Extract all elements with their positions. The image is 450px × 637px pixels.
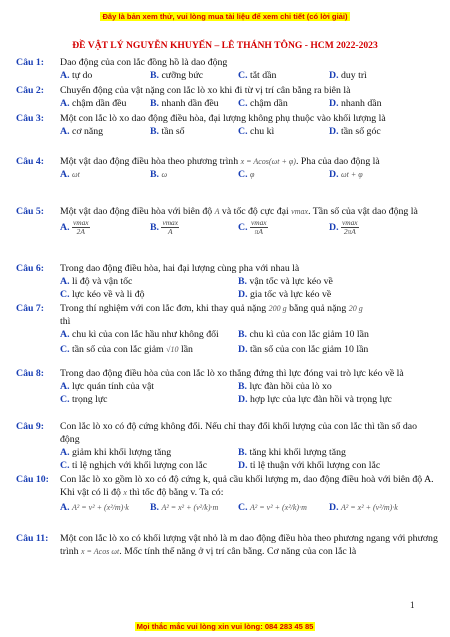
q6-option-b: vận tốc và lực kéo về: [249, 276, 333, 287]
question-9: Câu 9: Con lắc lò xo có độ cứng không đổi. Nếu chỉ thay đổi khối lượng của con lắc thì tần số dao động A. giảm khi khối lượng tăng B. tăng khi khối lượng tăng C. tỉ lệ nghịch với khối lượng con lắc D. tỉ lệ thuận với khối lượng con lắc: [16, 421, 417, 471]
q8-option-c: trọng lực: [71, 394, 108, 405]
q1-option-d: duy trì: [340, 70, 367, 81]
q9-option-a: giảm khi khối lượng tăng: [71, 447, 172, 458]
q3-option-c: chu kì: [249, 126, 275, 137]
q5-option-a: $\frac{vmax}{2A}$: [72, 218, 89, 236]
q1-option-c: tắt dần: [249, 70, 277, 81]
q6-option-a: li độ và vận tốc: [71, 276, 133, 287]
q7-option-c: C. tần số của con lắc giảm √10 lần: [60, 344, 193, 355]
q10-option-c: A² = v² + (x²/k)·m: [249, 503, 307, 512]
q5-option-b: $\frac{vmax}{A}$: [162, 218, 179, 236]
q2-option-b: nhanh dần đều: [161, 98, 219, 109]
q9-option-c: tỉ lệ nghịch với khối lượng con lắc: [71, 460, 208, 471]
q6-option-c: lực kéo về và li độ: [71, 289, 145, 300]
q10-option-a: A² = v² + (x²/m)·k: [71, 503, 129, 512]
q8-option-b: lực đàn hồi của lò xo: [249, 381, 332, 392]
question-5: Câu 5: Một vật dao động điều hòa với biên độ A và tốc độ cực đại vmax. Tần số của vật dao động là A. $\frac{vmax}{2A}$ B. $\frac{vmax}{A}$ C. $\frac{vmax}{\pi A}$ D. $\frac{vmax}{2\pi A}$: [16, 206, 418, 236]
contact-footer: Mọi thắc mắc vui lòng xin vui lòng: 084 283 45 85: [136, 622, 314, 631]
q8-option-a: lực quán tính của vật: [71, 381, 155, 392]
q7-option-b: chu kì của con lắc giảm 10 lần: [249, 329, 369, 340]
q4-option-c: φ: [249, 170, 255, 179]
q5-option-d: $\frac{vmax}{2\pi A}$: [341, 218, 358, 236]
question-3: Câu 3: Một con lắc lò xo dao động điều hòa, đại lượng không phụ thuộc vào khối lượng là A. cơ năng B. tần số C. chu kì D. tần số góc: [16, 113, 386, 137]
q7-option-d: tần số của con lắc giảm 10 lần: [249, 344, 369, 355]
q3-option-a: cơ năng: [71, 126, 104, 137]
q10-option-b: A² = x² + (v²/k)·m: [161, 503, 219, 512]
q2-option-d: nhanh dần: [340, 98, 382, 109]
page-number: 1: [410, 600, 415, 610]
question-10: Câu 10: Con lắc lò xo gồm lò xo có độ cứng k, quả cầu khối lượng m, dao động điều hoà với biên độ A. Khi vật có li độ x thì tốc độ bằng v. Ta có: A. A² = v² + (x²/m)·k B. A² = x² + (v²/k)·m C. A² = v² + (x²/k)·m D. A² = x² + (v²/m)·k: [16, 474, 434, 513]
preview-banner: Đây là bản xem thử, vui lòng mua tài liệu để xem chi tiết (có lời giải): [102, 12, 348, 21]
q10-option-d: A² = x² + (v²/m)·k: [340, 503, 398, 512]
q5-option-c: $\frac{vmax}{\pi A}$: [250, 218, 267, 236]
q9-option-b: tăng khi khối lượng tăng: [249, 447, 346, 458]
q4-option-a: ωt: [71, 170, 80, 179]
q7-option-a: chu kì của con lắc hầu như không đổi: [71, 329, 219, 340]
q4-option-d: ωt + φ: [340, 170, 363, 179]
q2-option-c: chậm dần: [249, 98, 288, 109]
q3-option-b: tần số: [161, 126, 185, 137]
q4-option-b: ω: [161, 170, 168, 179]
q4-formula: x = Acos(ωt + φ): [240, 157, 296, 166]
question-6: Câu 6: Trong dao động điều hòa, hai đại lượng cùng pha với nhau là A. li độ và vận tốc B. vận tốc và lực kéo về C. lực kéo về và li độ D. gia tốc và lực kéo về: [16, 263, 333, 300]
question-8: Câu 8: Trong dao động điều hòa của con lắc lò xo thẳng đứng thì lực đóng vai trò lực kéo về là A. lực quán tính của vật B. lực đàn hồi của lò xo C. trọng lực D. hợp lực của lực đàn hồi và trọng lực: [16, 368, 404, 405]
q6-option-d: gia tốc và lực kéo về: [249, 289, 332, 300]
question-11: Câu 11: Một con lắc lò xo có khối lượng vật nhỏ là m dao động điều hòa theo phương ngang với phương trình x = Acos ωt. Mốc tính thế năng ở vị trí cân bằng. Cơ năng của con lắc là: [16, 533, 438, 557]
exam-title: ĐỀ VẬT LÝ NGUYỄN KHUYẾN – LÊ THÁNH TÔNG - HCM 2022-2023: [72, 40, 378, 51]
q8-option-d: hợp lực của lực đàn hồi và trọng lực: [249, 394, 392, 405]
question-2: Câu 2: Chuyển động của vật nặng con lắc lò xo khi đi từ vị trí cân bằng ra biên là A. chậm dần đều B. nhanh dần đều C. chậm dần D. nhanh dần: [16, 85, 382, 109]
question-4: Câu 4: Một vật dao động điều hòa theo phương trình x = Acos(ωt + φ). Pha của dao động là A. ωt B. ω C. φ D. ωt + φ: [16, 156, 380, 180]
question-1: Câu 1: Dao động của con lắc đồng hồ là dao động A. tự do B. cưỡng bức C. tắt dần D. duy trì: [16, 57, 367, 81]
q2-option-a: chậm dần đều: [71, 98, 127, 109]
question-7: Câu 7: Trong thí nghiệm với con lắc đơn, khi thay quả nặng 200 g bằng quả nặng 20 g thì A. chu kì của con lắc hầu như không đổi B. chu kì của con lắc giảm 10 lần C. tần số của con lắc giảm √10 lần D. tần số của con lắc giảm 10 lần: [16, 303, 369, 355]
q9-option-d: tỉ lệ thuận với khối lượng con lắc: [249, 460, 381, 471]
q1-option-a: tự do: [71, 70, 93, 81]
q1-option-b: cưỡng bức: [161, 70, 204, 81]
q3-option-d: tần số góc: [340, 126, 381, 137]
